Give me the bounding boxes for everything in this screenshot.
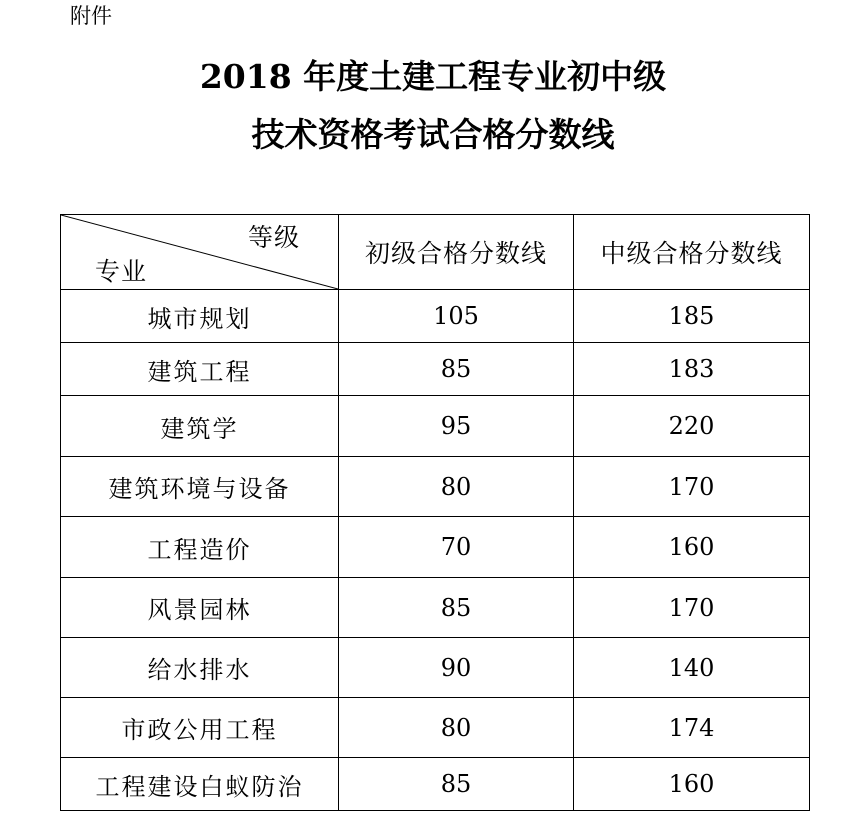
major-cell: 建筑工程 <box>61 343 339 396</box>
intermediate-score-cell: 174 <box>574 698 810 758</box>
header-intermediate-score: 中级合格分数线 <box>574 215 810 290</box>
document-title-line2: 技术资格考试合格分数线 <box>251 115 615 154</box>
intermediate-score-cell: 170 <box>574 578 810 638</box>
junior-score-cell: 80 <box>339 457 574 517</box>
major-cell: 市政公用工程 <box>61 698 339 758</box>
table-row <box>61 578 810 638</box>
table-row <box>61 698 810 758</box>
major-cell: 工程造价 <box>61 517 339 578</box>
junior-score-cell: 80 <box>339 698 574 758</box>
major-cell: 给水排水 <box>61 638 339 698</box>
table-row <box>61 457 810 517</box>
attachment-label: 附件 <box>70 4 112 28</box>
table-row <box>61 343 810 396</box>
table-row <box>61 758 810 811</box>
junior-score-cell: 90 <box>339 638 574 698</box>
header-major-label: 专业 <box>95 257 148 286</box>
junior-score-cell: 105 <box>339 290 574 343</box>
table-row <box>61 290 810 343</box>
junior-score-cell: 85 <box>339 758 574 811</box>
major-cell: 风景园林 <box>61 578 339 638</box>
junior-score-cell: 70 <box>339 517 574 578</box>
major-cell: 建筑环境与设备 <box>61 457 339 517</box>
junior-score-cell: 85 <box>339 343 574 396</box>
intermediate-score-cell: 160 <box>574 758 810 811</box>
table-row <box>61 638 810 698</box>
table-header-row <box>61 215 810 290</box>
major-cell: 城市规划 <box>61 290 339 343</box>
junior-score-cell: 85 <box>339 578 574 638</box>
major-cell: 建筑学 <box>61 396 339 457</box>
passing-score-table <box>60 214 810 811</box>
document-title-line1: 2018 年度土建工程专业初中级 <box>199 57 667 96</box>
header-junior-score: 初级合格分数线 <box>339 215 574 290</box>
junior-score-cell: 95 <box>339 396 574 457</box>
intermediate-score-cell: 160 <box>574 517 810 578</box>
header-grade-label: 等级 <box>247 223 300 252</box>
intermediate-score-cell: 140 <box>574 638 810 698</box>
diagonal-header-cell <box>61 215 339 290</box>
table-row <box>61 517 810 578</box>
intermediate-score-cell: 170 <box>574 457 810 517</box>
major-cell: 工程建设白蚁防治 <box>61 758 339 811</box>
intermediate-score-cell: 220 <box>574 396 810 457</box>
intermediate-score-cell: 185 <box>574 290 810 343</box>
intermediate-score-cell: 183 <box>574 343 810 396</box>
table-row <box>61 396 810 457</box>
